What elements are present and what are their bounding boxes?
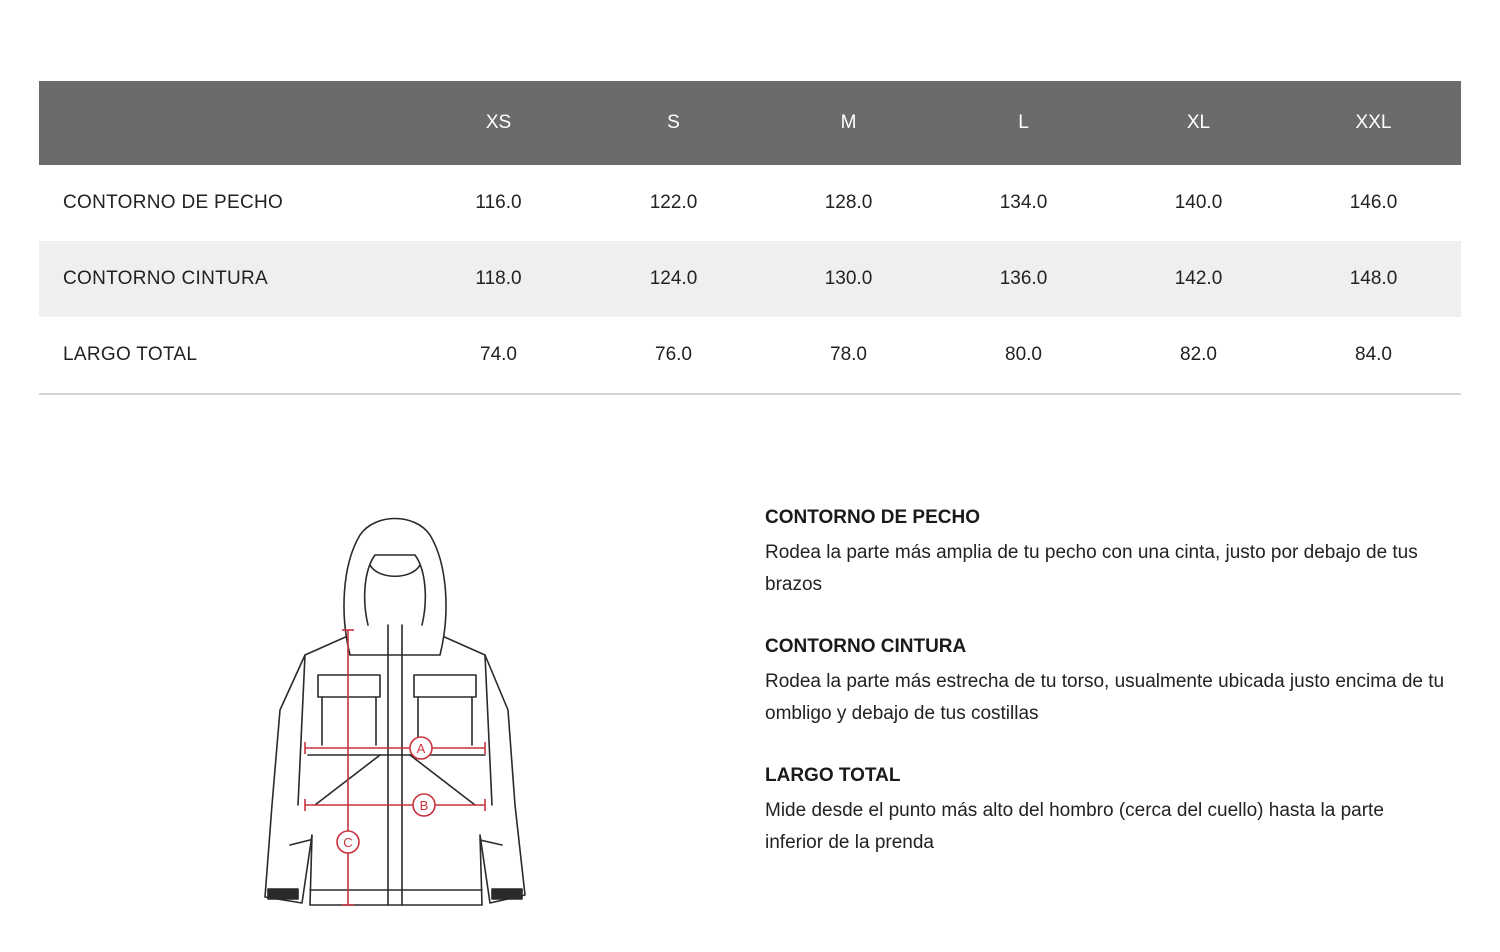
size-header-xl: XL — [1111, 81, 1286, 165]
table-cell: 80.0 — [936, 317, 1111, 394]
table-cell: 136.0 — [936, 241, 1111, 317]
row-label: LARGO TOTAL — [39, 317, 411, 394]
row-label: CONTORNO CINTURA — [39, 241, 411, 317]
table-cell: 148.0 — [1286, 241, 1461, 317]
header-empty-cell — [39, 81, 411, 165]
table-row-waist — [39, 241, 1461, 317]
svg-text:A: A — [416, 741, 426, 756]
marker-a — [410, 737, 432, 759]
size-header-xxl: XXL — [1286, 81, 1461, 165]
table-cell: 146.0 — [1349, 192, 1398, 213]
table-cell: 128.0 — [824, 192, 873, 213]
size-header-row — [39, 81, 1461, 165]
marker-b — [413, 794, 435, 816]
size-header-l: L — [936, 81, 1111, 165]
guide-title: LARGO TOTAL — [765, 765, 901, 786]
guide-item-length — [765, 763, 1465, 859]
size-header-xs: XS — [411, 81, 586, 165]
svg-text:B: B — [419, 798, 429, 813]
row-label: CONTORNO DE PECHO — [63, 192, 284, 213]
guide-item-waist — [765, 634, 1465, 730]
guide-title: CONTORNO DE PECHO — [765, 507, 981, 528]
table-cell: 78.0 — [761, 317, 936, 394]
guide-item-chest — [765, 505, 1465, 601]
table-row-length — [39, 317, 1461, 394]
table-cell: 76.0 — [586, 317, 761, 394]
marker-c — [337, 831, 359, 853]
table-cell: 116.0 — [475, 192, 522, 213]
guide-text: Mide desde el punto más alto del hombro (cerca del cuello) hasta la parte inferior de la prenda — [765, 800, 1384, 853]
table-cell: 82.0 — [1111, 317, 1286, 394]
table-cell: 84.0 — [1286, 317, 1461, 394]
size-header-m: M — [761, 81, 936, 165]
size-table — [39, 81, 1461, 395]
table-cell: 142.0 — [1111, 241, 1286, 317]
guide-title: CONTORNO CINTURA — [765, 636, 967, 657]
table-cell: 122.0 — [649, 192, 698, 213]
table-cell: 134.0 — [999, 192, 1048, 213]
table-row-chest — [39, 165, 1461, 241]
guide-text: Rodea la parte más estrecha de tu torso, usualmente ubicada justo encima de tu ombligo y debajo de tus costillas — [765, 671, 1445, 724]
table-cell: 130.0 — [761, 241, 936, 317]
table-cell: 118.0 — [411, 241, 586, 317]
table-cell: 140.0 — [1174, 192, 1223, 213]
svg-text:C: C — [343, 835, 353, 850]
jacket-diagram — [250, 505, 540, 915]
measurement-guide — [765, 505, 1465, 892]
guide-text: Rodea la parte más amplia de tu pecho con una cinta, justo por debajo de tus brazos — [765, 542, 1418, 595]
table-cell: 124.0 — [586, 241, 761, 317]
size-header-s: S — [586, 81, 761, 165]
table-cell: 74.0 — [411, 317, 586, 394]
